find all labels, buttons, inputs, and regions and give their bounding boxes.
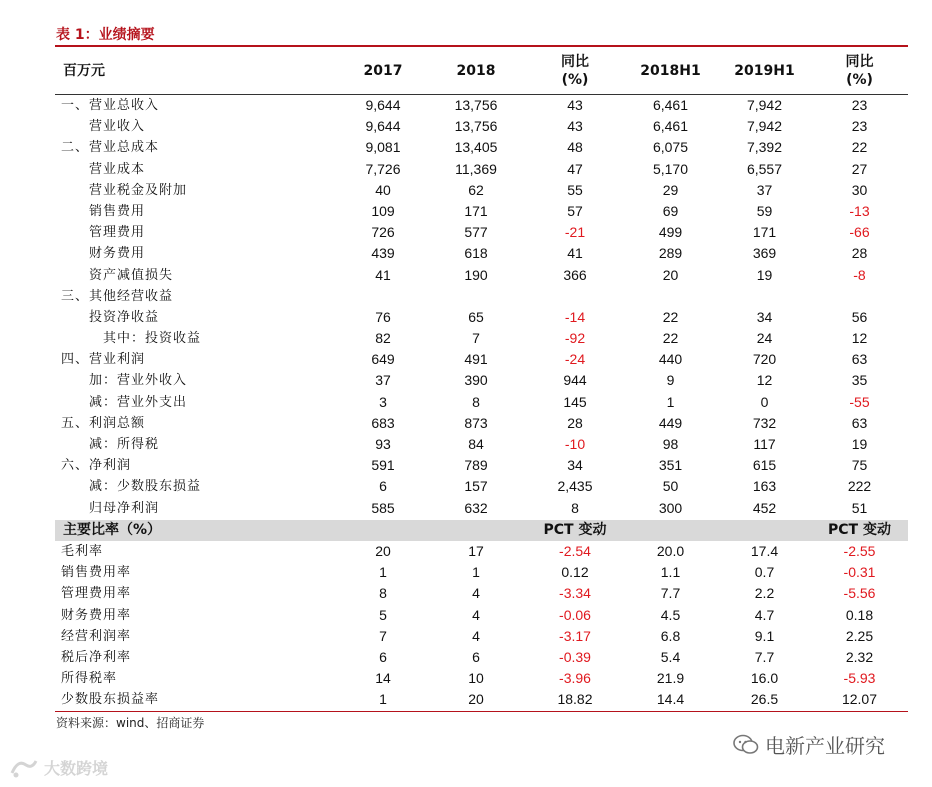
table-cell: -55 [849,393,870,410]
table-cell: 8 [472,393,480,410]
table-cell: -5.93 [843,670,876,687]
table-cell: 2.25 [845,627,874,644]
table-cell: 40 [375,181,391,198]
table-cell: 6,461 [652,97,689,113]
row-label: 所得税率 [61,671,118,687]
table-cell: 55 [567,181,583,198]
table-cell: 17 [468,543,484,559]
table-cell: -2.54 [559,543,591,559]
table-row [55,583,908,604]
table-cell: 20 [662,266,679,283]
row-label: 经营利润率 [61,628,132,644]
row-label: 营业成本 [89,161,146,177]
table-cell: 440 [658,351,683,368]
table-cell: 289 [658,245,683,262]
income-statement-rows [55,95,908,519]
table-row [55,370,908,391]
table-row [55,562,908,583]
ratio-section-header [55,520,908,541]
row-label: 毛利率 [61,544,104,559]
table-cell: 19 [756,266,773,283]
table-cell: 12 [851,330,868,347]
row-label: 三、其他经营收益 [61,288,174,304]
table-cell [817,286,902,307]
pct-change-label-1: PCT 变动 [543,522,607,538]
row-label: 投资净收益 [89,309,160,325]
table-cell: 59 [756,202,773,219]
table-cell: 615 [752,457,777,474]
row-label: 减：营业外支出 [89,394,188,410]
table-cell: 6,075 [652,139,689,156]
table-cell: 171 [464,202,488,219]
table-cell: 157 [464,478,488,495]
table-cell: 8 [571,499,579,516]
header-label: 百万元 [63,62,105,79]
header-col-2019h1: 2019H1 [734,62,795,79]
wechat-brand [733,730,885,759]
table-cell: -0.06 [559,606,591,623]
table-cell: 35 [851,372,868,389]
table-cell: 1 [666,393,675,410]
table-cell: 20 [468,691,484,708]
table-cell: 5 [379,606,387,623]
wechat-account-name: 电新产业研究 [765,734,885,758]
row-label: 二、营业总成本 [61,140,160,156]
row-label: 加：营业外收入 [89,373,188,389]
table-row [55,328,908,349]
table-title: 表 1：业绩摘要 [56,27,155,43]
bottom-rule [55,711,908,712]
table-cell: 577 [464,224,488,241]
table-cell: 9,644 [365,118,401,135]
table-cell [525,286,625,307]
table-cell: 1.1 [660,564,681,581]
row-label: 其中：投资收益 [103,331,202,347]
table-row [55,201,908,222]
table-cell: -3.34 [559,585,591,602]
table-cell: 24 [756,330,773,347]
table-cell: 1 [379,564,387,581]
table-cell: 37 [756,181,773,198]
table-cell: 390 [464,372,488,389]
table-cell: 22 [662,308,679,325]
table-cell: 2.32 [845,648,874,665]
table-cell: 62 [468,181,484,198]
watermark [8,756,108,779]
table-cell: 34 [567,457,583,474]
table-cell: 109 [371,202,395,219]
table-cell: 618 [464,245,488,262]
table-cell: 23 [851,118,868,135]
table-cell: 37 [375,372,391,389]
table-cell: 9 [666,372,675,389]
table-cell: 5,170 [652,160,689,177]
table-cell: 93 [375,436,391,452]
header-col-yoy-2: 同比 (%) [845,53,874,88]
table-cell: 11,369 [455,160,497,177]
table-cell: 1 [379,691,387,708]
row-label: 少数股东损益率 [61,692,160,708]
table-cell: 351 [658,457,683,474]
table-row [55,476,908,497]
table-cell: -66 [849,224,870,241]
table-row [55,455,908,476]
table-cell: 43 [567,97,583,113]
table-cell: 12 [756,372,773,389]
table-cell: 43 [567,118,583,135]
table-cell: 16.0 [750,670,779,687]
table-cell: -3.17 [559,627,591,644]
table-cell: -2.55 [843,543,876,559]
table-cell: -5.56 [843,585,876,602]
table-row [55,159,908,180]
table-cell: -3.96 [559,670,591,687]
table-cell [338,286,428,307]
table-cell: 7.7 [754,648,775,665]
wechat-icon [733,734,759,756]
table-cell: 0.7 [754,564,775,581]
table-cell: 366 [563,266,587,283]
row-label: 减：所得税 [89,437,160,452]
table-cell: 23 [851,97,868,113]
table-cell: 7.7 [660,585,681,602]
table-cell: 26.5 [750,691,779,708]
table-cell: 873 [464,414,488,431]
table-cell: 50 [662,478,679,495]
table-cell: 10 [468,670,484,687]
table-cell: 9,081 [365,139,401,156]
table-row [55,413,908,434]
row-label: 销售费用 [89,203,146,219]
table-cell: -21 [564,224,586,241]
table-row [55,434,908,455]
table-cell: 7 [472,330,480,347]
row-label: 归母净利润 [89,500,160,516]
table-row [55,605,908,626]
table-cell: 69 [662,202,679,219]
table-cell: 1 [472,564,480,581]
table-row [55,243,908,264]
table-cell: -8 [853,266,866,283]
row-label: 减：少数股东损益 [89,479,202,495]
header-col-2018h1: 2018H1 [640,62,701,79]
table-cell: 452 [752,499,777,516]
table-cell [431,286,521,307]
table-cell: 6,461 [652,118,689,135]
table-cell: 369 [752,245,777,262]
table-cell: 4 [472,627,480,644]
table-row [55,392,908,413]
table-row [55,265,908,286]
table-cell: 41 [375,266,391,283]
table-cell: 7 [379,627,387,644]
table-cell: 6.8 [660,627,681,644]
table-cell: 13,756 [454,97,498,113]
table-cell: 9,644 [365,97,401,113]
table-row [55,647,908,668]
table-cell: 7,726 [365,160,401,177]
row-label: 四、营业利润 [61,352,146,368]
table-cell: 3 [379,393,387,410]
table-row [55,626,908,647]
table-row [55,498,908,519]
table-cell: -14 [564,308,586,325]
table-cell: 51 [851,499,868,516]
table-cell: 300 [658,499,683,516]
table-cell: 8 [379,585,387,602]
table-cell: 499 [658,224,683,241]
row-label: 六、净利润 [61,458,132,474]
table-cell: 649 [371,351,395,368]
table-cell: 117 [753,436,776,452]
table-row [55,180,908,201]
table-row [55,222,908,243]
table-cell: 28 [851,245,868,262]
table-row [55,541,908,562]
header-col-2018: 2018 [456,62,496,79]
table-cell: 683 [371,414,395,431]
table-cell: 17.4 [750,543,779,559]
table-cell: -0.31 [843,564,876,581]
table-cell: 76 [375,308,391,325]
table-cell: 22 [851,139,868,156]
table-cell: 449 [658,414,683,431]
row-label: 管理费用 [89,225,146,241]
row-label: 税后净利率 [61,649,132,665]
table-cell: 20.0 [656,543,685,559]
table-cell: 34 [756,308,773,325]
table-cell: 2,435 [557,478,593,495]
table-cell: 6 [379,478,387,495]
table-cell: 57 [567,202,583,219]
table-cell [623,286,718,307]
table-cell: 20 [375,543,391,559]
ratio-section-label: 主要比率（%） [63,522,162,538]
table-cell: 0 [760,393,769,410]
row-label: 营业税金及附加 [89,182,188,198]
table-cell: 7,942 [746,97,783,113]
table-cell: 47 [567,160,583,177]
table-cell: 19 [851,436,868,452]
table-cell: 22 [662,330,679,347]
table-cell: 789 [464,457,488,474]
table-cell: 9.1 [754,627,775,644]
row-label: 销售费用率 [61,565,132,581]
table-cell: 30 [851,181,868,198]
table-cell: 0.18 [845,606,874,623]
table-cell [717,286,812,307]
table-cell: 4 [472,585,480,602]
row-label: 财务费用 [89,246,146,262]
watermark-text: 大数跨境 [44,759,109,778]
ratio-rows [55,541,908,711]
table-cell: 0.12 [561,564,589,581]
table-cell: 75 [851,457,868,474]
table-row [55,349,908,370]
table-cell: 7,942 [746,118,783,135]
table-cell: 6,557 [746,160,783,177]
table-cell: 82 [375,330,391,347]
row-label: 管理费用率 [61,586,132,602]
table-cell: 726 [371,224,395,241]
table-cell: -24 [564,351,586,368]
row-label: 五、利润总额 [61,415,146,431]
table-cell: -0.39 [559,648,591,665]
table-header [55,47,908,94]
table-cell: 4 [472,606,480,623]
table-cell: 65 [468,308,484,325]
table-cell: 145 [563,393,587,410]
table-cell: 190 [464,266,488,283]
table-cell: 585 [371,499,395,516]
table-cell: 439 [371,245,395,262]
table-cell: 720 [752,351,777,368]
table-cell: 13,756 [454,118,498,135]
table-cell: -10 [564,436,586,452]
table-row [55,668,908,689]
table-cell: 222 [847,478,872,495]
table-cell: 63 [851,414,868,431]
table-row [55,286,908,307]
table-row [55,116,908,137]
table-cell: 14 [375,670,391,687]
table-cell: 13,405 [454,139,498,156]
row-label: 营业收入 [89,119,146,135]
table-cell: 4.5 [660,606,681,623]
table-cell: 591 [371,457,395,474]
table-cell: 18.82 [557,691,593,708]
table-cell: 28 [567,414,583,431]
table-cell: 5.4 [660,648,681,665]
table-cell: 163 [752,478,777,495]
watermark-logo-icon [8,757,40,779]
table-cell: 84 [468,436,484,452]
table-cell: 6 [472,648,480,665]
table-cell: 732 [752,414,777,431]
table-cell: 6 [379,648,387,665]
table-cell: 491 [464,351,488,368]
table-cell: 21.9 [656,670,685,687]
row-label: 财务费用率 [61,607,132,623]
source-note: 资料来源：wind、招商证券 [56,716,205,730]
table-row [55,689,908,710]
row-label: 一、营业总收入 [61,98,160,113]
table-cell: -13 [849,202,870,219]
table-cell: 12.07 [841,691,878,708]
table-cell: 171 [752,224,777,241]
table-row [55,95,908,116]
table-cell: 7,392 [746,139,783,156]
pct-change-label-2: PCT 变动 [828,522,891,538]
table-cell: 41 [567,245,583,262]
table-cell: 48 [567,139,583,156]
table-cell: 14.4 [656,691,685,708]
table-cell: 98 [662,436,679,452]
table-cell: -92 [564,330,586,347]
row-label: 资产减值损失 [89,267,174,283]
table-row [55,137,908,158]
table-cell: 29 [662,181,679,198]
table-row [55,307,908,328]
table-cell: 4.7 [754,606,775,623]
header-col-2017: 2017 [363,62,403,79]
header-col-yoy-1: 同比 (%) [561,53,589,88]
table-cell: 2.2 [754,585,775,602]
table-cell: 56 [851,308,868,325]
table-cell: 27 [851,160,868,177]
table-cell: 632 [464,499,488,516]
table-cell: 63 [851,351,868,368]
table-cell: 944 [563,372,587,389]
